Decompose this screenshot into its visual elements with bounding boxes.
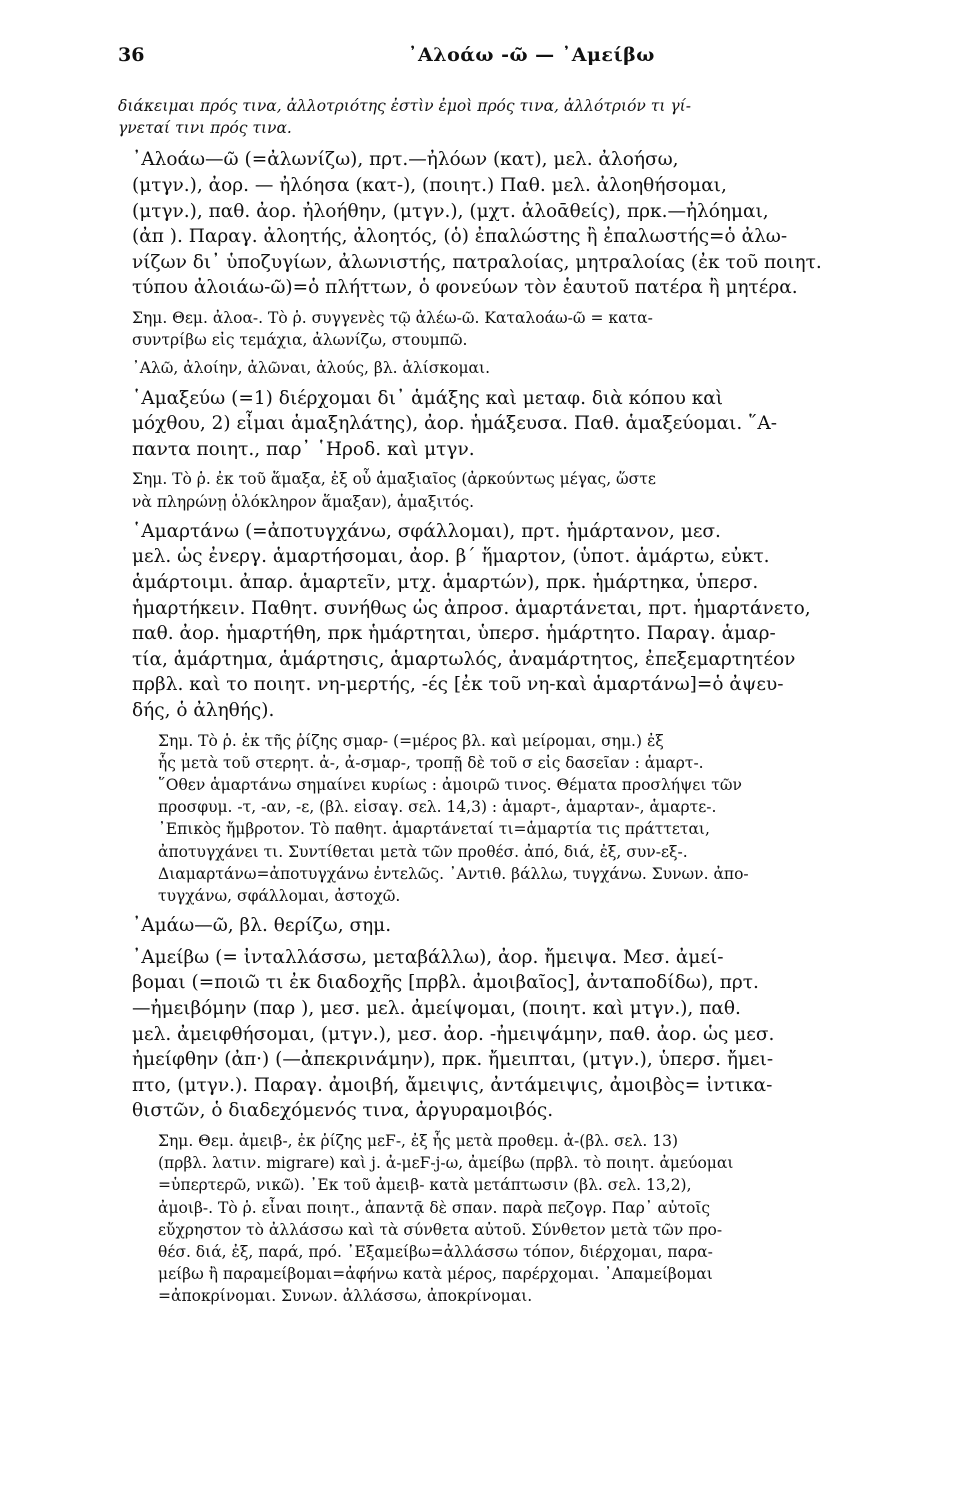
continued-text [118,95,918,139]
text-line: ἀποτυγχάνει τι. Συντίθεται μετὰ τῶν προθέσ. ἀπό, διά, ἐξ, συν-εξ-. [158,842,688,861]
text-line: διάκειμαι πρός τινα, ἀλλοτριότης ἐστὶν ἐμοὶ πρός τινα, ἀλλότριόν τι γί- [118,97,691,115]
entry-alo [118,357,918,379]
text-line: Σημ. Τὸ ῥ. ἐκ τοῦ ἅμαξα, ἐξ οὗ ἁμαξιαῖος (ἀρκούντως μέγας, ὥστε [132,470,656,489]
text-line: ῾Αμαρτάνω (=ἀποτυγχάνω, σφάλλομαι), πρτ. ἡμάρτανον, μεσ. [132,520,721,542]
text-line: ᾿Αμάω—ῶ, βλ. θερίζω, σημ. [132,915,392,937]
text-line: νὰ πληρώνῃ ὁλόκληρον ἅμαξαν), ἁμαξιτός. [132,492,475,511]
text-line: τυγχάνω, σφάλλομαι, ἀστοχῶ. [158,886,401,905]
text-line: μελ. ὡς ἐνεργ. ἁμαρτήσομαι, ἀορ. β΄ ἥμαρτον, (ὑποτ. ἁμάρτω, εὐκτ. [132,546,770,568]
page-header [118,44,908,74]
text-line: γνεταί τινι πρός τινα. [118,119,292,138]
text-line: ῾Αμαξεύω (=1) διέρχομαι δι᾿ ἁμάξης καὶ μεταφ. διὰ κόπου καὶ [132,387,724,409]
text-line: ᾿Αλῶ, ἀλοίην, ἀλῶναι, ἀλούς, βλ. ἁλίσκομαι. [132,359,491,378]
text-line: παθ. ἀορ. ἡμαρτήθη, πρκ ἡμάρτηται, ὑπερσ. ἡμάρτητο. Παραγ. ἁμαρ- [132,623,776,645]
text-line: ἁμάρτοιμι. ἀπαρ. ἁμαρτεῖν, μτχ. ἁμαρτών), πρκ. ἡμάρτηκα, ὑπερσ. [132,571,759,593]
text-line: πρβλ. καὶ το ποιητ. νη-μερτής, -ές [ἐκ τοῦ νη-καὶ ἁμαρτάνω]=ὁ ἀψευ- [132,674,784,696]
text-line: (ἀπ ). Παραγ. ἀλοητής, ἀλοητός, (ὁ) ἐπαλώστης ἢ ἐπαλωστής=ὁ ἀλω- [132,226,788,248]
text-line: μείβω ἢ παραμείβομαι=ἀφήνω κατὰ μέρος, παρέρχομαι. ᾿Απαμείβομαι [158,1265,713,1284]
text-line: νίζων δι᾿ ὑποζυγίων, ἀλωνιστής, πατραλοίας, μητραλοίας (ἐκ τοῦ ποιητ. [132,251,822,273]
text-line: ᾿Αμείβω (= ἰνταλλάσσω, μεταβάλλω), ἀορ. ἤμειψα. Μεσ. ἀμεί- [132,946,724,968]
text-line: τία, ἁμάρτημα, ἁμάρτησις, ἁμαρτωλός, ἀναμάρτητος, ἐπεξεμαρτητέον [132,648,796,670]
note-aloao [118,307,918,351]
running-head: ᾿Αλοάω -ῶ — ᾿Αμείβω [408,44,655,66]
text-line: Διαμαρτάνω=ἀποτυγχάνω ἐντελῶς. ᾿Αντιθ. βάλλω, τυγχάνω. Συνων. ἀπο- [158,864,749,883]
text-line: Σημ. Θεμ. ἀλοα-. Τὸ ῥ. συγγενὲς τῷ ἀλέω-ῶ. Καταλοάω-ῶ = κατα- [132,308,653,327]
text-line: τύπου ἀλοιάω-ῶ)=ὁ πλήττων, ὁ φονεύων τὸν ἑαυτοῦ πατέρα ἢ μητέρα. [132,277,798,299]
text-line: βομαι (=ποιῶ τι ἐκ διαδοχῆς [πρβλ. ἀμοιβαῖος], ἀνταποδίδω), πρτ. [132,972,759,994]
text-line: ἠμείφθην (ἀπ·) (—ἀπεκρινάμην), πρκ. ἤμειπται, (μτγν.), ὑπερσ. ἤμει- [132,1049,774,1071]
note-ameibo [118,1130,918,1308]
text-line: δής, ὁ ἀληθής). [132,699,275,721]
text-line: προσφυμ. -τ, -αν, -ε, (βλ. εἰσαγ. σελ. 14,3) : ἁμαρτ-, ἁμαρταν-, ἁμαρτε-. [158,798,717,817]
text-line: =ὑπερτερῶ, νικῶ). ᾿Εκ τοῦ ἀμειβ- κατὰ μετάπτωσιν (βλ. σελ. 13,2), [158,1176,692,1195]
text-line: πτο, (μτγν.). Παραγ. ἀμοιβή, ἄμειψις, ἀντάμειψις, ἀμοιβὸς= ἰντικα- [132,1074,773,1096]
text-line: εὔχρηστον τὸ ἀλλάσσω καὶ τὰ σύνθετα αὐτοῦ. Σύνθετον μετὰ τῶν προ- [158,1220,723,1239]
text-line: ᾿Επικὸς ἤμβροτον. Τὸ παθητ. ἁμαρτάνεταί τι=ἁμαρτία τις πράττεται, [158,820,710,839]
text-line: —ἠμειβόμην (παρ ), μεσ. μελ. ἀμείψομαι, (ποιητ. καὶ μτγν.), παθ. [132,997,741,1019]
text-line: (πρβλ. λατιν. migrare) καὶ j. ἀ-μεϜ-j-ω, ἀμείβω (πρβλ. τὸ ποιητ. ἀμεύομαι [158,1154,734,1173]
text-line: (μτγν.), παθ. ἀορ. ἠλοήθην, (μτγν.), (μχτ. ἀλοᾱθείς), πρκ.—ἠλόημαι, [132,200,769,222]
text-line: μελ. ἀμειφθήσομαι, (μτγν.), μεσ. ἀορ. -ἠμειψάμην, παθ. ἀορ. ὡς μεσ. [132,1023,775,1045]
text-line: (μτγν.), ἀορ. — ἠλόησα (κατ-), (ποιητ.) Παθ. μελ. ἀλοηθήσομαι, [132,175,727,196]
entry-ameibo [118,945,918,1124]
text-line: παντα ποιητ., παρ᾿ ῾Ηροδ. καὶ μτγν. [132,438,475,460]
text-line: ἀμοιβ-. Τὸ ῥ. εἶναι ποιητ., ἀπαντᾷ δὲ σπαν. παρὰ πεζογρ. Παρ᾿ αὐτοῖς [158,1198,711,1217]
text-line: Σημ. Τὸ ῥ. ἐκ τῆς ῥίζης σμαρ- (=μέρος βλ. καὶ μείρομαι, σημ.) ἐξ [158,731,664,750]
page-number: 36 [118,44,145,66]
entry-amao [118,913,918,939]
note-amaxeuo [118,468,918,512]
text-line: θέσ. διά, ἐξ, παρά, πρό. ᾿Εξαμείβω=ἀλλάσσω τόπον, διέρχομαι, παρα- [158,1242,713,1261]
text-line: θιστῶν, ὁ διαδεχόμενός τινα, ἀργυραμοιβός. [132,1100,554,1122]
entry-amaxeuo [118,386,918,463]
entry-amartano [118,519,918,724]
text-line: =ἀποκρίνομαι. Συνων. ἀλλάσσω, ἀποκρίνομαι. [158,1287,533,1306]
note-amartano [118,730,918,908]
text-line: ῞Οθεν ἁμαρτάνω σημαίνει κυρίως : ἀμοιρῶ τινος. Θέματα προσλήψει τῶν [158,775,742,794]
text-line: Σημ. Θεμ. ἀμειβ-, ἐκ ῥίζης μεϜ-, ἐξ ἧς μετὰ προθεμ. ἀ-(βλ. σελ. 13) [158,1131,679,1150]
text-line: ἡμαρτήκειν. Παθητ. συνήθως ὡς ἀπροσ. ἁμαρτάνεται, πρτ. ἡμαρτάνετο, [132,597,811,619]
text-line: συντρίβω εἰς τεμάχια, ἀλωνίζω, στουμπῶ. [132,331,468,350]
text-line: μόχθου, 2) εἶμαι ἁμαξηλάτης), ἀορ. ἡμάξευσα. Παθ. ἁμαξεύομαι. ῞Α- [132,413,778,435]
page-body [118,95,918,1308]
text-line: ἧς μετὰ τοῦ στερητ. ἀ-, ἀ-σμαρ-, τροπῇ δὲ τοῦ σ εἰς δασεῖαν : ἁμαρτ-. [158,753,704,772]
entry-aloao [118,147,918,301]
text-line: ᾿Αλοάω—ῶ (=ἀλωνίζω), πρτ.—ἠλόων (κατ), μελ. ἀλοήσω, [132,149,679,171]
